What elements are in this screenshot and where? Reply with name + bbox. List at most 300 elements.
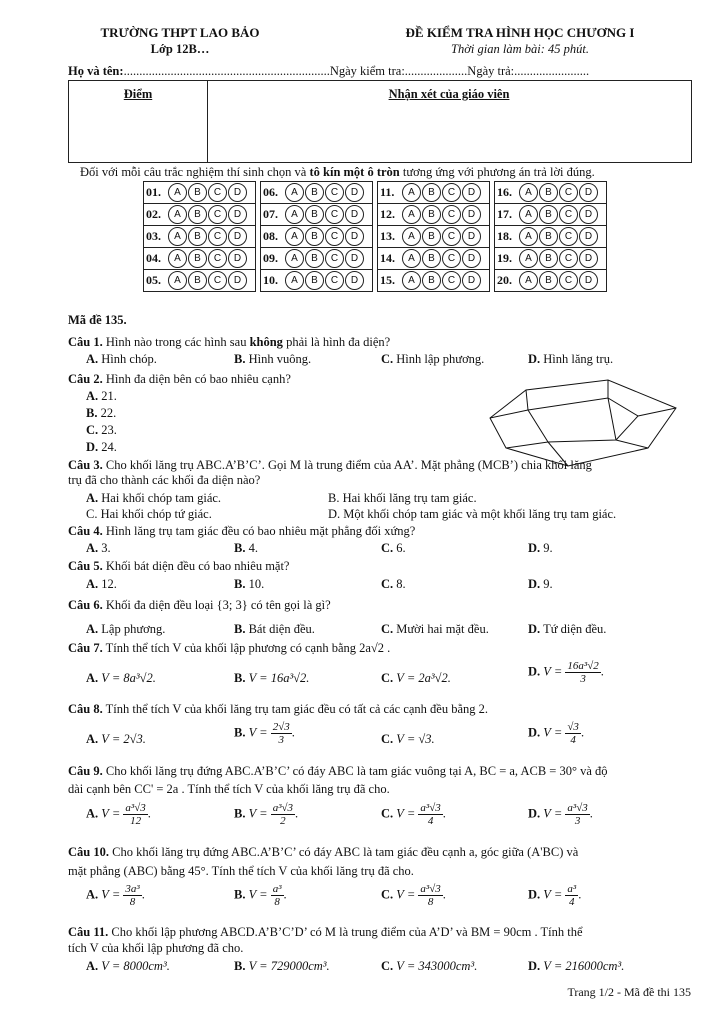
q8-b-denominator: 3 (278, 734, 284, 746)
answer-row (260, 225, 373, 248)
answer-row (260, 181, 373, 204)
q10-option-c[interactable]: C. V = $\frac{\text{a³√3}}{8}$ . (381, 883, 446, 908)
q8-c-text: V = √3. (396, 732, 435, 746)
q7-option-b[interactable]: B. V = 16a³√2. (234, 671, 310, 685)
answer-bubble[interactable]: D (228, 227, 247, 246)
q6-option-c[interactable]: C. Mười hai mặt đều. (381, 622, 489, 636)
answer-bubble[interactable]: D (579, 227, 598, 246)
q6-label: Câu 6. (68, 598, 103, 612)
answer-bubble[interactable]: C (325, 227, 344, 246)
answer-bubble[interactable]: B (188, 249, 207, 268)
q11-label: Câu 11. (68, 925, 109, 939)
q5-option-b[interactable]: B. 10. (234, 577, 265, 591)
answer-bubble[interactable]: A (402, 227, 421, 246)
question-number: 02. (146, 207, 161, 221)
return-date-label: Ngày trả: (467, 64, 515, 78)
exam-time: Thời gian làm bài: 45 phút. (451, 42, 589, 56)
q3-line2: trụ đã cho thành các khối đa diện nào? (68, 473, 261, 487)
check-date-label: Ngày kiểm tra: (329, 64, 405, 78)
instruction-bold: tô kín một ô tròn (309, 165, 400, 179)
exam-code (68, 313, 127, 328)
q1-bold: không (249, 335, 283, 349)
answer-bubble[interactable]: C (208, 205, 227, 224)
q2-label: Câu 2. (68, 372, 103, 386)
answer-bubble[interactable]: A (519, 183, 538, 202)
q7-text: Tính thể tích V của khối lập phương có cạnh bằng 2a√2 . (102, 641, 391, 655)
answer-bubble[interactable]: B (305, 205, 324, 224)
answer-bubble[interactable]: C (559, 227, 578, 246)
polyhedron-figure (488, 378, 688, 468)
answer-bubble[interactable]: C (325, 271, 344, 290)
answer-bubble[interactable]: C (208, 227, 227, 246)
answer-bubble[interactable]: D (345, 249, 364, 268)
question-number: 04. (146, 251, 161, 265)
answer-bubble[interactable]: C (325, 249, 344, 268)
question-number: 16. (497, 185, 512, 199)
q2-option-a[interactable]: A. 21. (86, 389, 117, 403)
answer-row (143, 247, 256, 270)
q11-c-text: V = 343000cm³. (396, 959, 478, 973)
question-number: 14. (380, 251, 395, 265)
q1-b-text: Hình vuông. (248, 352, 312, 366)
q3-b-text: Hai khối lăng trụ tam giác. (342, 491, 477, 505)
q1-text-pre: Hình nào trong các hình sau (102, 335, 250, 349)
q9-d-denominator: 3 (574, 815, 581, 827)
q8-d-pre: V = (543, 725, 563, 740)
q5-option-d[interactable]: D. 9. (528, 577, 553, 591)
q2-a-text: 21. (101, 389, 117, 403)
answer-bubble[interactable]: A (519, 227, 538, 246)
instruction-pre: Đối với mỗi câu trắc nghiệm thí sinh chọn và (80, 165, 310, 179)
answer-bubble[interactable]: A (285, 183, 304, 202)
q7-option-c[interactable]: C. V = 2a³√2. (381, 671, 451, 685)
q8-label: Câu 8. (68, 702, 103, 716)
answer-bubble[interactable]: A (402, 271, 421, 290)
q4-option-d[interactable]: D. 9. (528, 541, 553, 555)
q3-option-d[interactable]: D. Một khối chóp tam giác và một khối lăng trụ tam giác. (328, 507, 617, 521)
q3-a-text: Hai khối chóp tam giác. (101, 491, 222, 505)
q6-option-a[interactable]: A. Lập phương. (86, 622, 166, 636)
answer-bubble[interactable]: A (402, 205, 421, 224)
answer-bubble[interactable]: D (579, 271, 598, 290)
q9-line2: dài cạnh bên CC' = 2a . Tính thể tích V của khối lăng trụ đã cho. (68, 782, 390, 796)
answer-row (143, 269, 256, 292)
question-number: 08. (263, 229, 278, 243)
q10-b-numerator: a³ (272, 883, 282, 895)
q3-option-c[interactable]: C. Hai khối chóp tứ giác. (86, 507, 212, 521)
q4-option-c[interactable]: C. 6. (381, 541, 406, 555)
q9-option-b[interactable]: B. V = $\frac{\text{a³√3}}{2}$ . (234, 802, 299, 827)
answer-bubble[interactable]: B (305, 271, 324, 290)
answer-bubble[interactable]: A (285, 227, 304, 246)
answer-column (494, 181, 607, 291)
q9-b-denominator: 2 (280, 815, 286, 827)
q5-c-text: 8. (396, 577, 406, 591)
q11-line1: Cho khối lập phương ABCD.A’B’C’D’ có M là trung điểm của A’D’ và BM = 90cm . Tính thể (108, 925, 583, 939)
q10-option-d[interactable]: D. V = $\frac{\text{a³}}{4}$ . (528, 883, 582, 908)
q6-a-text: Lập phương. (101, 622, 166, 636)
answer-bubble[interactable]: A (285, 205, 304, 224)
question-5 (68, 559, 289, 574)
question-number: 19. (497, 251, 512, 265)
q11-option-d[interactable]: D. V = 216000cm³. (528, 959, 625, 973)
q8-d-numerator: √3 (567, 721, 579, 733)
question-7 (68, 641, 390, 656)
answer-row (377, 225, 490, 248)
answer-bubble[interactable]: B (539, 227, 558, 246)
q8-option-b[interactable]: B. V = $\frac{2√3}{3}$ . (234, 721, 295, 746)
q3-label: Câu 3. (68, 458, 103, 472)
q10-c-pre: V = (396, 887, 416, 902)
q8-b-numerator: 2√3 (272, 721, 290, 733)
q6-text-pre: Khối đa diện đều loại (102, 598, 217, 612)
q8-a-text: V = 2√3. (101, 732, 146, 746)
question-number: 13. (380, 229, 395, 243)
polyhedron-outline (490, 380, 676, 466)
q8-option-a[interactable]: A. V = 2√3. (86, 732, 146, 746)
q9-b-numerator: a³√3 (272, 802, 294, 814)
q9-c-denominator: 4 (427, 815, 434, 827)
answer-bubble[interactable]: B (305, 183, 324, 202)
q5-d-text: 9. (543, 577, 553, 591)
question-9 (68, 764, 608, 779)
instruction (80, 165, 700, 180)
q5-b-text: 10. (248, 577, 265, 591)
q9-d-numerator: a³√3 (567, 802, 588, 814)
answer-row (494, 225, 607, 248)
answer-bubble[interactable]: D (579, 183, 598, 202)
answer-bubble[interactable]: D (345, 227, 364, 246)
q10-d-numerator: a³ (567, 883, 577, 895)
answer-row (494, 181, 607, 204)
q8-text: Tính thể tích V của khối lăng trụ tam giác đều có tất cả các cạnh đều bằng 2. (102, 702, 489, 716)
q10-d-pre: V = (543, 887, 563, 902)
q10-line2: mặt phẳng (ABC) bằng 45°. Tính thể tích V của khối lăng trụ đã cho. (68, 864, 414, 878)
answer-bubble[interactable]: C (442, 249, 461, 268)
answer-bubble[interactable]: D (579, 205, 598, 224)
q7-b-text: V = 16a³√2. (248, 671, 310, 685)
question-9-cont (68, 782, 390, 797)
answer-bubble[interactable]: C (208, 249, 227, 268)
q1-text-post: phải là hình đa diện? (282, 335, 391, 349)
q1-a-text: Hình chóp. (101, 352, 157, 366)
q10-d-denominator: 4 (569, 896, 575, 908)
q7-a-text: V = 8a³√2. (101, 671, 156, 685)
answer-bubble[interactable]: C (559, 271, 578, 290)
q8-d-denominator: 4 (570, 734, 576, 746)
answer-bubble[interactable]: A (402, 183, 421, 202)
q1-label: Câu 1. (68, 335, 103, 349)
q1-c-text: Hình lập phương. (396, 352, 485, 366)
q11-line2: tích V của khối lập phương đã cho. (68, 941, 244, 955)
answer-bubble[interactable]: D (462, 205, 481, 224)
q6-option-b[interactable]: B. Bát diện đều. (234, 622, 315, 636)
q9-d-pre: V = (543, 806, 563, 821)
question-number: 05. (146, 273, 161, 287)
answer-bubble[interactable]: C (559, 249, 578, 268)
answer-bubble[interactable]: D (462, 227, 481, 246)
q2-option-b[interactable]: B. 22. (86, 406, 117, 420)
answer-bubble[interactable]: D (228, 271, 247, 290)
answer-bubble[interactable]: D (462, 249, 481, 268)
q10-a-numerator: 3a³ (125, 883, 140, 895)
school-name: TRƯỜNG THPT LAO BẢO (100, 25, 260, 40)
answer-bubble[interactable]: A (168, 249, 187, 268)
q10-a-pre: V = (101, 887, 121, 902)
answer-row (377, 181, 490, 204)
question-number: 17. (497, 207, 512, 221)
q11-option-c[interactable]: C. V = 343000cm³. (381, 959, 478, 973)
q9-a-denominator: 12 (130, 815, 142, 827)
instruction-post: tương ứng với phương án trả lời đúng. (399, 165, 595, 179)
answer-bubble[interactable]: A (168, 227, 187, 246)
q7-option-a[interactable]: A. V = 8a³√2. (86, 671, 156, 685)
answer-bubble[interactable]: C (442, 183, 461, 202)
q4-option-b[interactable]: B. 4. (234, 541, 258, 555)
q4-b-text: 4. (248, 541, 258, 555)
answer-row (260, 203, 373, 226)
answer-bubble[interactable]: B (539, 205, 558, 224)
q7-d-numerator: 16a³√2 (567, 660, 599, 672)
answer-bubble[interactable]: A (519, 205, 538, 224)
answer-bubble[interactable]: C (208, 271, 227, 290)
q8-b-pre: V = (248, 725, 268, 740)
return-date-dots[interactable]: ........................ (514, 64, 590, 78)
q1-option-b[interactable]: B. Hình vuông. (234, 352, 312, 366)
question-number: 07. (263, 207, 278, 221)
q9-option-d[interactable]: D. V = $\frac{\text{a³√3}}{3}$ . (528, 802, 593, 827)
answer-row (143, 181, 256, 204)
answer-bubble[interactable]: C (325, 183, 344, 202)
exam-title: ĐỀ KIỂM TRA HÌNH HỌC CHƯƠNG I (405, 25, 635, 40)
answer-bubble[interactable]: B (188, 271, 207, 290)
answer-row (143, 225, 256, 248)
q4-option-a[interactable]: A. 3. (86, 541, 111, 555)
answer-row (377, 269, 490, 292)
q7-label: Câu 7. (68, 641, 103, 655)
teacher-comment-label: Nhận xét của giáo viên (388, 87, 510, 101)
answer-bubble[interactable]: A (519, 271, 538, 290)
question-3 (68, 458, 592, 473)
answer-bubble[interactable]: B (539, 271, 558, 290)
q1-option-d[interactable]: D. Hình lăng trụ. (528, 352, 614, 366)
answer-bubble[interactable]: D (345, 205, 364, 224)
page-footer: Trang 1/2 - Mã đề thi 135 (567, 985, 691, 999)
answer-bubble[interactable]: D (228, 183, 247, 202)
answer-bubble[interactable]: B (422, 227, 441, 246)
answer-bubble[interactable]: B (422, 183, 441, 202)
q7-c-text: V = 2a³√2. (396, 671, 451, 685)
answer-bubble[interactable]: B (422, 205, 441, 224)
answer-row (143, 203, 256, 226)
q11-b-text: V = 729000cm³. (248, 959, 330, 973)
q3-option-a[interactable]: A. Hai khối chóp tam giác. (86, 491, 222, 505)
q4-a-text: 3. (101, 541, 111, 555)
answer-column (260, 181, 373, 291)
student-info-line (68, 64, 693, 79)
answer-bubble[interactable]: B (305, 249, 324, 268)
q11-option-a[interactable]: A. V = 8000cm³. (86, 959, 170, 973)
check-date-dots[interactable]: .................... (404, 64, 468, 78)
answer-row (260, 247, 373, 270)
q4-text: Hình lăng trụ tam giác đều có bao nhiêu mặt phẳng đối xứng? (102, 524, 416, 538)
exam-header (340, 24, 700, 58)
school-header (60, 24, 300, 58)
q2-option-d[interactable]: D. 24. (86, 440, 117, 454)
answer-bubble[interactable]: D (345, 183, 364, 202)
question-4 (68, 524, 415, 539)
answer-bubble[interactable]: B (188, 227, 207, 246)
answer-bubble[interactable]: B (188, 183, 207, 202)
q4-c-text: 6. (396, 541, 406, 555)
q10-option-b[interactable]: B. V = $\frac{\text{a³}}{8}$ . (234, 883, 287, 908)
q9-option-a[interactable]: A. V = $\frac{\text{a³√3}}{12}$ . (86, 802, 151, 827)
answer-bubble[interactable]: A (285, 249, 304, 268)
q6-symbol: {3; 3} (216, 598, 248, 612)
answer-bubble[interactable]: D (462, 271, 481, 290)
question-11-cont (68, 941, 243, 956)
q3-option-b[interactable]: B. Hai khối lăng trụ tam giác. (328, 491, 477, 505)
q8-option-d[interactable]: D. V = $\frac{√3}{4}$ . (528, 721, 585, 746)
answer-row (494, 269, 607, 292)
q7-d-pre: V = (543, 664, 563, 679)
q5-label: Câu 5. (68, 559, 103, 573)
question-2 (68, 372, 291, 387)
answer-bubble[interactable]: A (168, 271, 187, 290)
q5-option-a[interactable]: A. 12. (86, 577, 117, 591)
answer-bubble[interactable]: A (168, 183, 187, 202)
q1-option-c[interactable]: C. Hình lập phương. (381, 352, 485, 366)
q2-option-c[interactable]: C. 23. (86, 423, 117, 437)
q4-d-text: 9. (543, 541, 553, 555)
answer-row (494, 203, 607, 226)
q3-d-text: Một khối chóp tam giác và một khối lăng trụ tam giác. (343, 507, 617, 521)
grade-box (68, 80, 692, 163)
answer-bubble[interactable]: C (442, 271, 461, 290)
question-number: 10. (263, 273, 278, 287)
q7-d-denominator: 3 (580, 673, 586, 685)
answer-bubble[interactable]: B (305, 227, 324, 246)
answer-bubble[interactable]: B (188, 205, 207, 224)
question-number: 18. (497, 229, 512, 243)
q8-option-c[interactable]: C. V = √3. (381, 732, 435, 746)
question-11 (68, 925, 583, 940)
answer-bubble[interactable]: C (559, 183, 578, 202)
q10-c-denominator: 8 (427, 896, 434, 908)
q9-a-pre: V = (101, 806, 121, 821)
q9-b-pre: V = (248, 806, 268, 821)
q11-a-text: V = 8000cm³. (101, 959, 170, 973)
question-number: 12. (380, 207, 395, 221)
q11-d-text: V = 216000cm³. (543, 959, 625, 973)
q6-option-d[interactable]: D. Tứ diện đều. (528, 622, 607, 636)
answer-bubble[interactable]: D (345, 271, 364, 290)
answer-bubble[interactable]: A (519, 249, 538, 268)
q6-b-text: Bát diện đều. (248, 622, 315, 636)
q9-label: Câu 9. (68, 764, 103, 778)
q4-label: Câu 4. (68, 524, 103, 538)
score-label: Điểm (123, 87, 153, 101)
answer-bubble[interactable]: B (539, 183, 558, 202)
q6-d-text: Tứ diện đều. (543, 622, 607, 636)
q10-label: Câu 10. (68, 845, 109, 859)
q3-line1: Cho khối lăng trụ ABC.A’B’C’. Gọi M là trung điểm của AA’. Mặt phẳng (MCB’) chia khối lăng (102, 458, 592, 472)
question-10-cont (68, 864, 414, 879)
name-dots[interactable]: .................................................................. (123, 64, 330, 78)
answer-bubble[interactable]: D (462, 183, 481, 202)
question-3-cont (68, 473, 260, 488)
name-label: Họ và tên: (68, 64, 124, 78)
answer-bubble[interactable]: A (285, 271, 304, 290)
q9-option-c[interactable]: C. V = $\frac{\text{a³√3}}{4}$ . (381, 802, 446, 827)
question-number: 01. (146, 185, 161, 199)
q7-option-d[interactable]: D. V = $\frac{\text{16a³√2}}{3}$ . (528, 660, 604, 685)
answer-row (494, 247, 607, 270)
question-10 (68, 845, 578, 860)
q10-option-a[interactable]: A. V = $\frac{\text{3a³}}{8}$ . (86, 883, 145, 908)
q5-option-c[interactable]: C. 8. (381, 577, 406, 591)
q10-c-numerator: a³√3 (420, 883, 441, 895)
question-number: 20. (497, 273, 512, 287)
answer-row (377, 203, 490, 226)
answer-bubble[interactable]: D (228, 249, 247, 268)
q9-line1: Cho khối lăng trụ đứng ABC.A’B’C’ có đáy ABC là tam giác vuông tại A, BC = a, ACB = 30° và độ (102, 764, 608, 778)
question-number: 09. (263, 251, 278, 265)
question-number: 03. (146, 229, 161, 243)
answer-bubble[interactable]: B (539, 249, 558, 268)
q10-b-denominator: 8 (274, 896, 280, 908)
q2-d-text: 24. (101, 440, 117, 454)
q1-option-a[interactable]: A. Hình chóp. (86, 352, 157, 366)
question-8 (68, 702, 488, 717)
answer-bubble[interactable]: C (208, 183, 227, 202)
answer-bubble[interactable]: C (442, 227, 461, 246)
q2-c-text: 23. (101, 423, 117, 437)
q6-c-text: Mười hai mặt đều. (396, 622, 489, 636)
q9-c-pre: V = (396, 806, 416, 821)
answer-bubble[interactable]: B (422, 271, 441, 290)
answer-row (260, 269, 373, 292)
answer-row (377, 247, 490, 270)
answer-bubble[interactable]: D (579, 249, 598, 268)
q10-line1: Cho khối lăng trụ đứng ABC.A’B’C’ có đáy ABC là tam giác đều cạnh a, góc giữa (A'BC) và (108, 845, 579, 859)
answer-bubble[interactable]: C (559, 205, 578, 224)
q1-d-text: Hình lăng trụ. (543, 352, 614, 366)
question-number: 11. (380, 185, 395, 199)
answer-bubble[interactable]: A (168, 205, 187, 224)
answer-bubble[interactable]: A (402, 249, 421, 268)
question-6 (68, 598, 331, 613)
q6-text-post: có tên gọi là gì? (247, 598, 331, 612)
question-number: 06. (263, 185, 278, 199)
q3-c-text: Hai khối chóp tứ giác. (100, 507, 212, 521)
exam-code-text: Mã đề 135. (68, 313, 127, 327)
question-number: 15. (380, 273, 395, 287)
q10-b-pre: V = (248, 887, 268, 902)
q5-text: Khối bát diện đều có bao nhiêu mặt? (102, 559, 290, 573)
class-name: Lớp 12B… (150, 42, 210, 56)
q11-option-b[interactable]: B. V = 729000cm³. (234, 959, 330, 973)
q9-a-numerator: a³√3 (125, 802, 146, 814)
q10-a-denominator: 8 (129, 896, 136, 908)
answer-bubble[interactable]: C (442, 205, 461, 224)
answer-bubble[interactable]: B (422, 249, 441, 268)
q2-text: Hình đa diện bên có bao nhiêu cạnh? (102, 372, 291, 386)
answer-bubble[interactable]: D (228, 205, 247, 224)
answer-sheet (143, 181, 607, 291)
answer-bubble[interactable]: C (325, 205, 344, 224)
answer-column (377, 181, 490, 291)
